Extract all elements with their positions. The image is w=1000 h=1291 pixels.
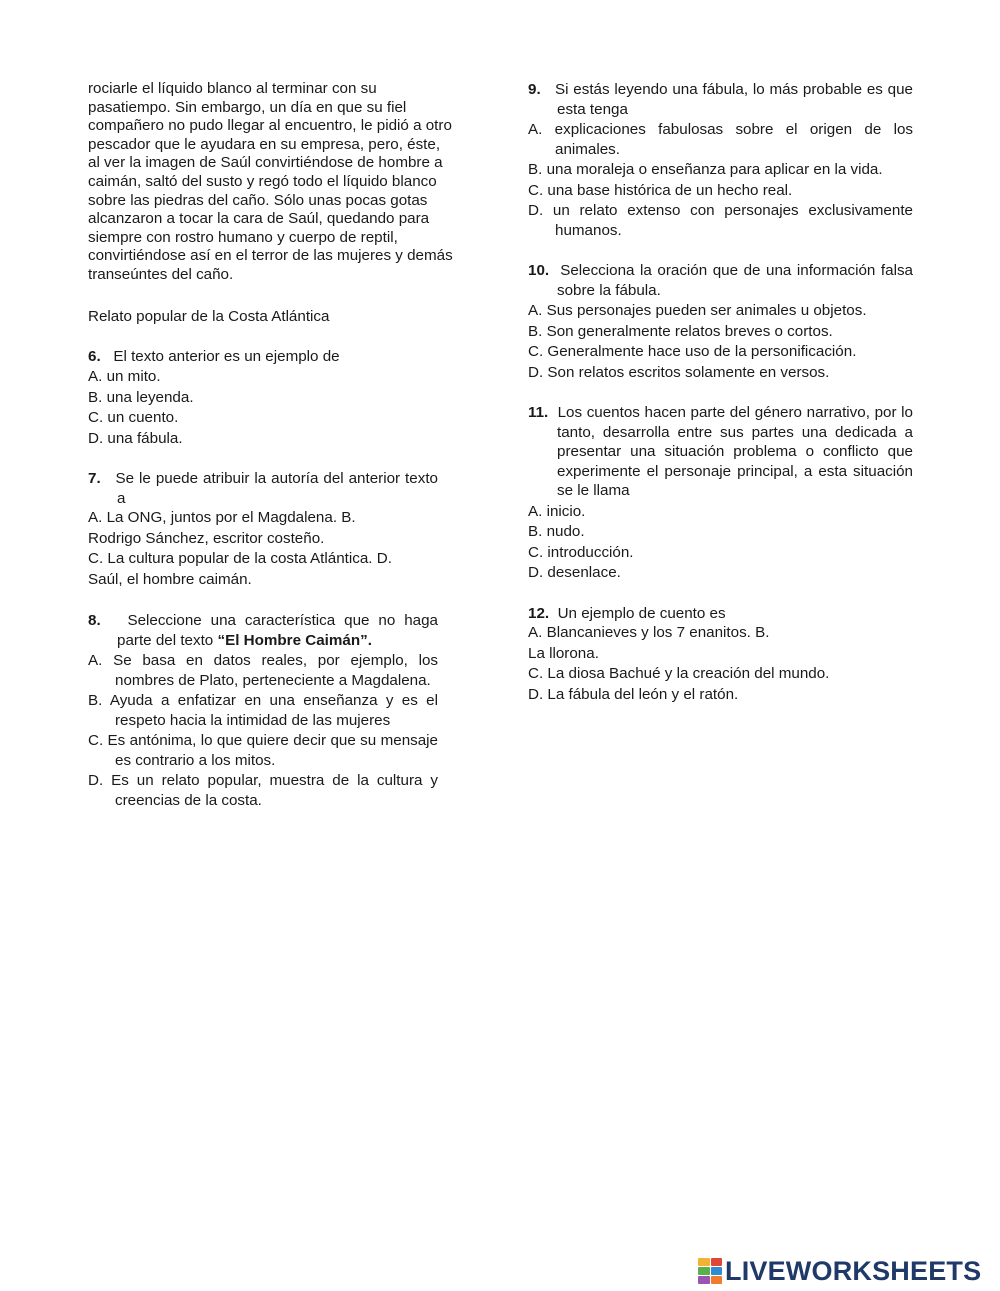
question-number: 6. bbox=[88, 347, 101, 365]
answer-option-b[interactable]: B. Son generalmente relatos breves o cortos. bbox=[528, 322, 833, 340]
question-7 bbox=[88, 469, 474, 590]
question-text: Si estás leyendo una fábula, lo más probable es que esta tenga bbox=[555, 81, 913, 118]
answer-option-a[interactable]: A. Sus personajes pueden ser animales u objetos. bbox=[528, 302, 867, 319]
right-column bbox=[528, 80, 913, 705]
answer-option-a[interactable]: A. explicaciones fabulosas sobre el origen de los animales. bbox=[528, 121, 913, 158]
story-paragraph bbox=[88, 80, 474, 285]
answer-option-line[interactable]: La llorona. bbox=[528, 644, 599, 662]
story-title: “El Hombre Caimán”. bbox=[217, 631, 372, 649]
answer-option-b[interactable]: B. una leyenda. bbox=[88, 388, 194, 406]
question-text: Los cuentos hacen parte del género narrativo, por lo tanto, desarrolla entre sus partes una dedicada a presentar una situación problema o conflicto que experimente el personaje principal, a esta situación se le llama bbox=[557, 404, 913, 499]
question-text: El texto anterior es un ejemplo de bbox=[113, 347, 340, 365]
story-line: al ver la imagen de Saúl convirtiéndose de hombre a bbox=[88, 154, 443, 172]
answer-option-d[interactable]: D. un relato extenso con personajes exclusivamente humanos. bbox=[528, 202, 913, 239]
question-12 bbox=[528, 604, 913, 706]
story-line: pasatiempo. Sin embargo, un día en que su fiel bbox=[88, 98, 407, 116]
question-8 bbox=[88, 611, 474, 810]
question-text: Selecciona la oración que de una información falsa sobre la fábula. bbox=[557, 262, 913, 299]
question-stem bbox=[88, 611, 438, 650]
question-number: 9. bbox=[528, 81, 541, 98]
answer-option-a[interactable]: A. Se basa en datos reales, por ejemplo, los nombres de Plato, perteneciente a Magdalena. bbox=[88, 652, 438, 689]
story-line: alcanzaron a tocar la cara de Saúl, quedando para bbox=[88, 210, 430, 228]
question-stem bbox=[528, 261, 913, 300]
question-9 bbox=[528, 80, 913, 240]
story-line: siempre con rostro humano y cuerpo de reptil, bbox=[88, 228, 398, 246]
question-number: 12. bbox=[528, 604, 550, 622]
liveworksheets-logo-icon bbox=[698, 1258, 722, 1284]
question-6 bbox=[88, 347, 474, 449]
question-stem bbox=[88, 469, 474, 508]
story-line: transeúntes del caño. bbox=[88, 265, 234, 283]
question-10 bbox=[528, 261, 913, 382]
answer-option-line[interactable]: A. La ONG, juntos por el Magdalena. B. bbox=[88, 509, 356, 527]
question-text: Un ejemplo de cuento es bbox=[557, 604, 726, 622]
answer-option-b[interactable]: B. nudo. bbox=[528, 523, 585, 540]
logo-mark-block bbox=[698, 1267, 710, 1275]
left-column bbox=[88, 80, 474, 810]
answer-option-a[interactable]: A. un mito. bbox=[88, 368, 161, 386]
question-number: 10. bbox=[528, 262, 550, 279]
answer-option-c[interactable]: C. introducción. bbox=[528, 543, 634, 561]
question-number: 7. bbox=[88, 470, 101, 488]
logo-mark-block bbox=[711, 1276, 723, 1284]
question-stem bbox=[528, 403, 913, 501]
answer-option-d[interactable]: D. Es un relato popular, muestra de la cultura y creencias de la costa. bbox=[88, 772, 438, 809]
question-11 bbox=[528, 403, 913, 583]
question-stem bbox=[528, 80, 913, 119]
story-line: pescador que le ayudara en su empresa, pero, éste, bbox=[88, 135, 441, 153]
logo-text: LIVEWORKSHEETS bbox=[725, 1255, 982, 1286]
logo-mark-block bbox=[698, 1276, 710, 1284]
question-number: 8. bbox=[88, 612, 101, 630]
answer-option-b[interactable]: B. una moraleja o enseñanza para aplicar en la vida. bbox=[528, 161, 883, 178]
question-stem bbox=[528, 604, 913, 624]
answer-option-line[interactable]: A. Blancanieves y los 7 enanitos. B. bbox=[528, 624, 770, 641]
answer-option-line[interactable]: C. La cultura popular de la costa Atlántica. D. bbox=[88, 550, 392, 568]
story-line: rociarle el líquido blanco al terminar con su bbox=[88, 80, 377, 97]
logo-mark-block bbox=[698, 1258, 710, 1266]
answer-option-line[interactable]: Rodrigo Sánchez, escritor costeño. bbox=[88, 529, 325, 547]
answer-option-d[interactable]: D. una fábula. bbox=[88, 429, 183, 447]
question-stem bbox=[88, 347, 474, 367]
answer-option-line[interactable]: Saúl, el hombre caimán. bbox=[88, 570, 252, 588]
answer-option-b[interactable]: B. Ayuda a enfatizar en una enseñanza y es el respeto hacia la intimidad de las mujeres bbox=[88, 692, 438, 729]
story-line: sobre las piedras del caño. Sólo unas pocas gotas bbox=[88, 191, 428, 209]
answer-option-c[interactable]: C. Es antónima, lo que quiere decir que su mensaje es contrario a los mitos. bbox=[88, 732, 438, 769]
story-line: caimán, saltó del susto y regó todo el líquido blanco bbox=[88, 172, 437, 190]
logo-mark-block bbox=[711, 1267, 723, 1275]
answer-option-line[interactable]: C. La diosa Bachué y la creación del mundo. bbox=[528, 665, 830, 682]
question-number: 11. bbox=[528, 404, 549, 421]
story-line: convirtiéndose así en el terror de las mujeres y demás bbox=[88, 247, 453, 265]
question-text: Se le puede atribuir la autoría del anterior texto a bbox=[115, 470, 438, 507]
answer-option-c[interactable]: C. Generalmente hace uso de la personificación. bbox=[528, 343, 857, 360]
answer-option-d[interactable]: D. desenlace. bbox=[528, 564, 621, 581]
answer-option-a[interactable]: A. inicio. bbox=[528, 502, 586, 520]
answer-option-c[interactable]: C. un cuento. bbox=[88, 409, 179, 427]
answer-option-line[interactable]: D. La fábula del león y el ratón. bbox=[528, 685, 739, 703]
question-text: Seleccione una característica que no haga parte del texto bbox=[117, 612, 438, 649]
liveworksheets-logo bbox=[698, 1255, 982, 1286]
answer-option-d[interactable]: D. Son relatos escritos solamente en versos. bbox=[528, 363, 830, 381]
logo-mark-block bbox=[711, 1258, 723, 1266]
story-source: Relato popular de la Costa Atlántica bbox=[88, 307, 330, 325]
answer-option-c[interactable]: C. una base histórica de un hecho real. bbox=[528, 181, 793, 199]
story-line: compañero no pudo llegar al encuentro, le pidió a otro bbox=[88, 117, 452, 135]
